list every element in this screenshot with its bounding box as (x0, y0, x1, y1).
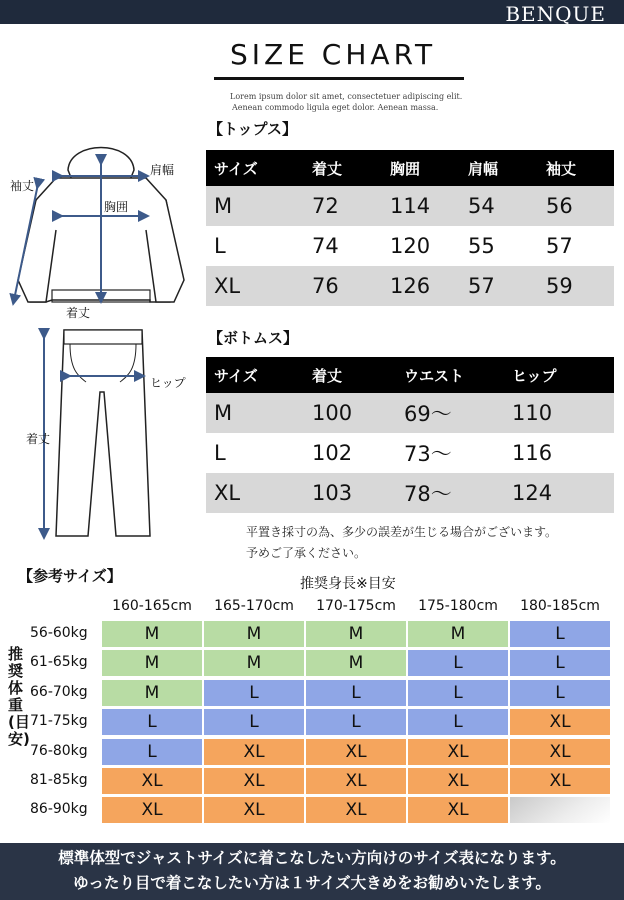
top-banner (0, 0, 624, 24)
size-cell: M (204, 621, 304, 647)
table-cell: 124 (504, 473, 614, 513)
sleeve-length-label: 袖丈 (10, 179, 35, 193)
height-column-header: 170-175cm (316, 598, 396, 614)
size-cell: XL (510, 768, 610, 794)
weight-row-label: 71-75kg (30, 713, 88, 730)
size-cell: L (510, 680, 610, 706)
size-cell: L (510, 621, 610, 647)
size-cell: XL (510, 739, 610, 765)
weight-caption: 推奨体重(目安) (8, 645, 30, 748)
size-cell: XL (408, 768, 508, 794)
weight-row-label: 76-80kg (30, 742, 88, 759)
size-cell: M (306, 621, 406, 647)
table-row (206, 266, 614, 306)
column-header: ウエスト (396, 357, 504, 393)
weight-row-label: 56-60kg (30, 625, 88, 641)
table-cell: 78〜 (396, 473, 504, 513)
table-cell: L (206, 433, 304, 473)
chest-label: 胸囲 (104, 200, 129, 214)
size-cell: L (306, 709, 406, 735)
table-cell: 55 (460, 226, 538, 266)
column-header: 着丈 (304, 357, 396, 393)
size-cell (510, 797, 610, 823)
brand-logo: BENQUE (505, 2, 606, 26)
size-cell: L (306, 680, 406, 706)
subtitle-line: Lorem ipsum dolor sit amet, consectetuer adipiscing elit. (230, 92, 463, 101)
height-column-header: 175-180cm (418, 598, 498, 614)
footer-line: 標準体型でジャストサイズに着こなしたい方向けのサイズ表になります。 (58, 849, 566, 867)
table-cell: 102 (304, 433, 396, 473)
table-row (206, 473, 614, 513)
footer-line: ゆったり目で着こなしたい方は１サイズ大きめをお勧めいたします。 (73, 874, 551, 892)
table-cell: 69〜 (396, 393, 504, 433)
table-cell: 57 (460, 266, 538, 306)
subtitle-text (230, 91, 462, 113)
table-header-row (206, 357, 614, 393)
table-cell: 126 (382, 266, 460, 306)
jacket-length-label: 着丈 (66, 306, 91, 320)
bottoms-section-label: 【ボトムス】 (208, 329, 299, 347)
pants-length-label: 着丈 (26, 432, 51, 446)
table-cell: 72 (304, 186, 382, 226)
tops-size-table (206, 150, 614, 306)
table-cell: M (206, 186, 304, 226)
size-cell: XL (204, 739, 304, 765)
note-line: 予めご了承ください。 (246, 546, 367, 560)
measurement-note (246, 522, 557, 564)
height-caption: 推奨身長※目安 (300, 576, 396, 592)
size-cell: M (204, 650, 304, 676)
column-header: サイズ (206, 150, 304, 186)
size-cell: XL (510, 709, 610, 735)
table-header-row (206, 150, 614, 186)
table-cell: 120 (382, 226, 460, 266)
size-cell: XL (102, 768, 202, 794)
table-cell: 103 (304, 473, 396, 513)
size-cell: XL (204, 768, 304, 794)
table-cell: 110 (504, 393, 614, 433)
column-header: 胸囲 (382, 150, 460, 186)
size-cell: L (408, 709, 508, 735)
weight-row-label: 61-65kg (30, 654, 88, 671)
table-row (206, 393, 614, 433)
table-cell: 76 (304, 266, 382, 306)
weight-row-label: 86-90kg (30, 801, 88, 818)
size-cell: M (102, 680, 202, 706)
column-header: 袖丈 (538, 150, 614, 186)
column-header: 着丈 (304, 150, 382, 186)
page-title: SIZE CHART (230, 38, 437, 71)
size-cell: L (102, 709, 202, 735)
size-cell: L (408, 650, 508, 676)
size-cell: L (408, 680, 508, 706)
size-cell: L (204, 709, 304, 735)
table-cell: 74 (304, 226, 382, 266)
table-cell: 114 (382, 186, 460, 226)
size-cell: XL (306, 768, 406, 794)
weight-row-label: 66-70kg (30, 683, 88, 700)
column-header: ヒップ (504, 357, 614, 393)
shoulder-width-label: 肩幅 (150, 163, 175, 177)
table-cell: 57 (538, 226, 614, 266)
size-cell: L (204, 680, 304, 706)
table-cell: 116 (504, 433, 614, 473)
title-underline (214, 77, 464, 80)
table-cell: 56 (538, 186, 614, 226)
table-cell: 100 (304, 393, 396, 433)
table-cell: 73〜 (396, 433, 504, 473)
weight-row-label: 81-85kg (30, 772, 88, 788)
footer-banner (0, 843, 624, 900)
size-cell: XL (102, 797, 202, 823)
size-cell: M (306, 650, 406, 676)
column-header: 肩幅 (460, 150, 538, 186)
size-cell: XL (306, 797, 406, 823)
bottoms-size-table (206, 357, 614, 513)
table-row (206, 186, 614, 226)
size-cell: L (510, 650, 610, 676)
size-cell: M (102, 621, 202, 647)
size-cell: XL (408, 739, 508, 765)
height-column-header: 160-165cm (112, 598, 192, 614)
table-cell: XL (206, 473, 304, 513)
size-cell: M (408, 621, 508, 647)
subtitle-line: Aenean commodo ligula eget dolor. Aenean massa. (232, 103, 439, 112)
table-cell: XL (206, 266, 304, 306)
table-cell: L (206, 226, 304, 266)
size-cell: XL (306, 739, 406, 765)
height-column-header: 165-170cm (214, 598, 294, 614)
size-cell: L (102, 739, 202, 765)
size-cell: XL (408, 797, 508, 823)
size-cell: XL (204, 797, 304, 823)
height-column-header: 180-185cm (520, 598, 600, 614)
tops-section-label: 【トップス】 (208, 120, 297, 138)
column-header: サイズ (206, 357, 304, 393)
hip-label: ヒップ (150, 376, 186, 390)
size-cell: M (102, 650, 202, 676)
table-row (206, 226, 614, 266)
table-cell: 54 (460, 186, 538, 226)
table-cell: M (206, 393, 304, 433)
reference-size-label: 【参考サイズ】 (18, 567, 122, 585)
table-row (206, 433, 614, 473)
note-line: 平置き採寸の為、多少の誤差が生じる場合がございます。 (246, 525, 558, 539)
table-cell: 59 (538, 266, 614, 306)
